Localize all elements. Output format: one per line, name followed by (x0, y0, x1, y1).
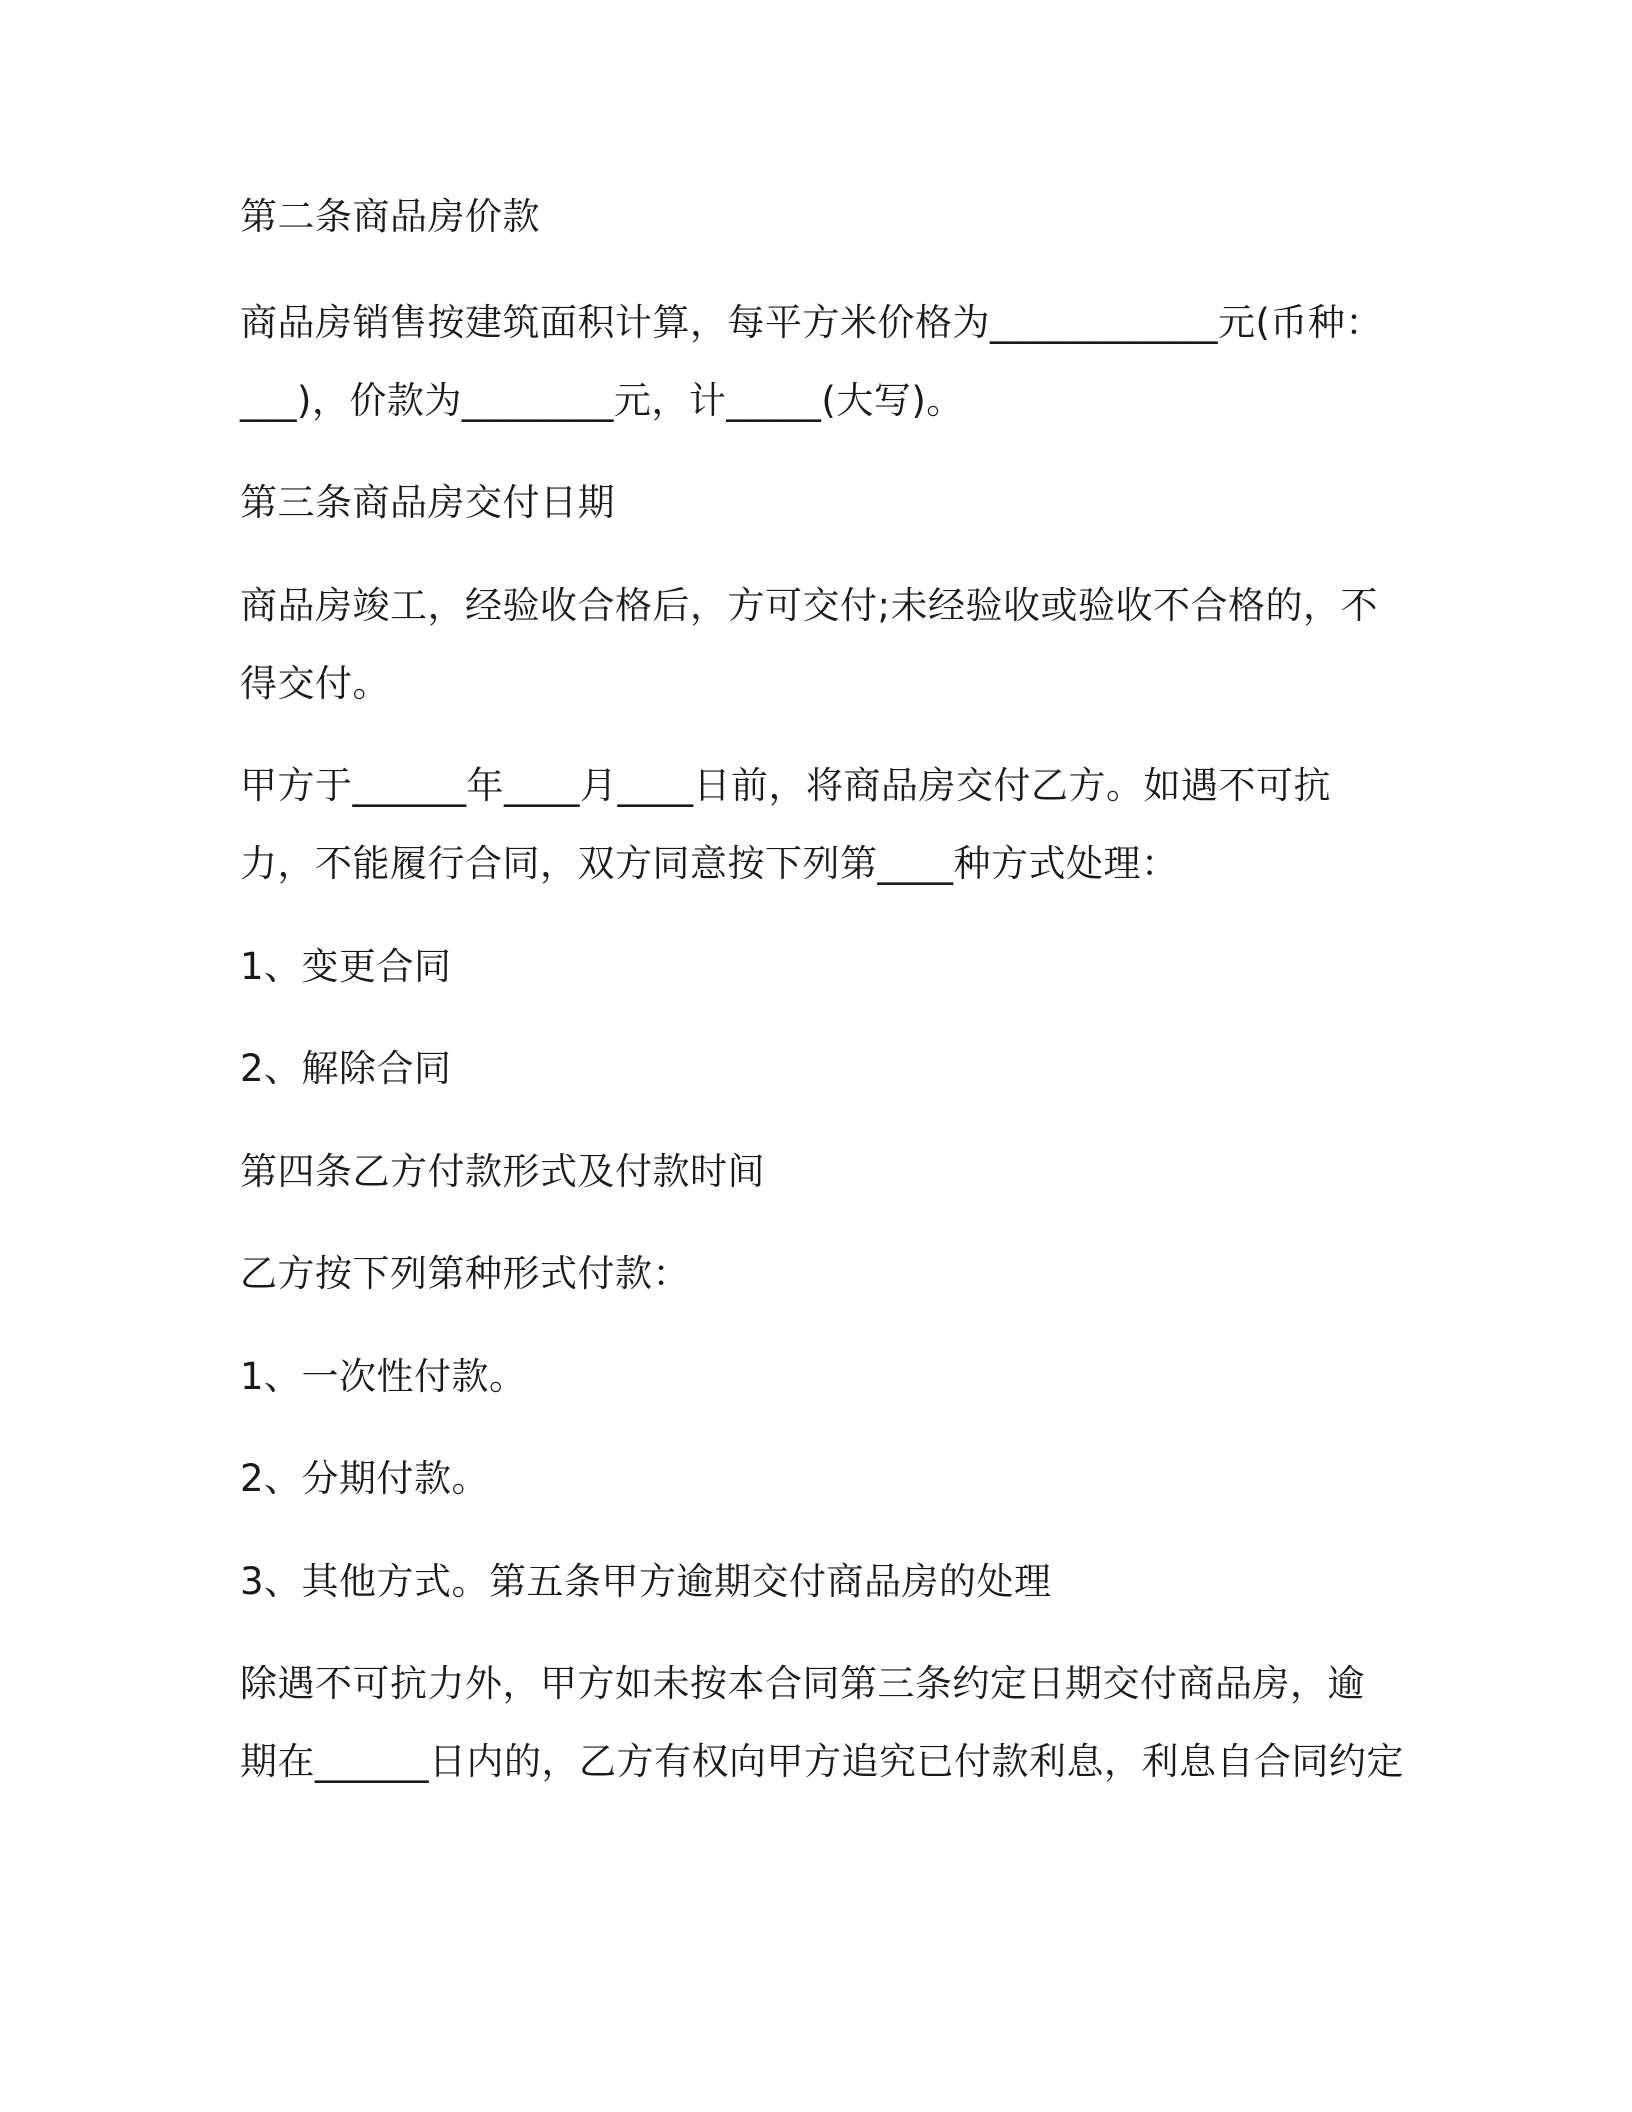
payment-option-other-and-article-5-heading (240, 1543, 1420, 1621)
text-line: 3、其他方式。第五条甲方逾期交付商品房的处理 (240, 1560, 1052, 1603)
text-line: 2、解除合同 (240, 1047, 452, 1090)
text-line: 第三条商品房交付日期 (240, 481, 615, 524)
text-line: 甲方于______年____月____日前，将商品房交付乙方。如遇不可抗 (240, 764, 1331, 807)
text-line: 商品房销售按建筑面积计算，每平方米价格为____________元(币种： (240, 301, 1383, 344)
text-line: 第二条商品房价款 (240, 195, 540, 238)
article-5-paragraph (240, 1645, 1420, 1801)
text-line: 2、分期付款。 (240, 1457, 490, 1500)
article-2-price-paragraph (240, 284, 1420, 440)
article-3-acceptance-paragraph (240, 567, 1420, 723)
option-change-contract (240, 928, 1420, 1006)
text-line: 期在______日内的，乙方有权向甲方追究已付款利息，利息自合同约定 (240, 1740, 1404, 1783)
text-line: 1、变更合同 (240, 945, 452, 988)
article-3-delivery-date-paragraph (240, 747, 1420, 903)
option-terminate-contract (240, 1030, 1420, 1108)
article-3-heading (240, 464, 1420, 542)
article-4-heading (240, 1133, 1420, 1211)
text-line: ___)，价款为________元，计_____(大写)。 (240, 379, 964, 422)
payment-option-lump-sum (240, 1338, 1420, 1416)
text-line: 除遇不可抗力外，甲方如未按本合同第三条约定日期交付商品房，逾 (240, 1662, 1365, 1705)
article-4-intro (240, 1235, 1420, 1313)
text-line: 第四条乙方付款形式及付款时间 (240, 1150, 765, 1193)
text-line: 乙方按下列第种形式付款： (240, 1252, 690, 1295)
text-line: 力，不能履行合同，双方同意按下列第____种方式处理： (240, 842, 1179, 885)
text-line: 得交付。 (240, 662, 390, 705)
text-line: 1、一次性付款。 (240, 1355, 527, 1398)
payment-option-installments (240, 1440, 1420, 1518)
text-line: 商品房竣工，经验收合格后，方可交付;未经验收或验收不合格的，不 (240, 584, 1378, 627)
article-2-heading (240, 178, 1420, 256)
